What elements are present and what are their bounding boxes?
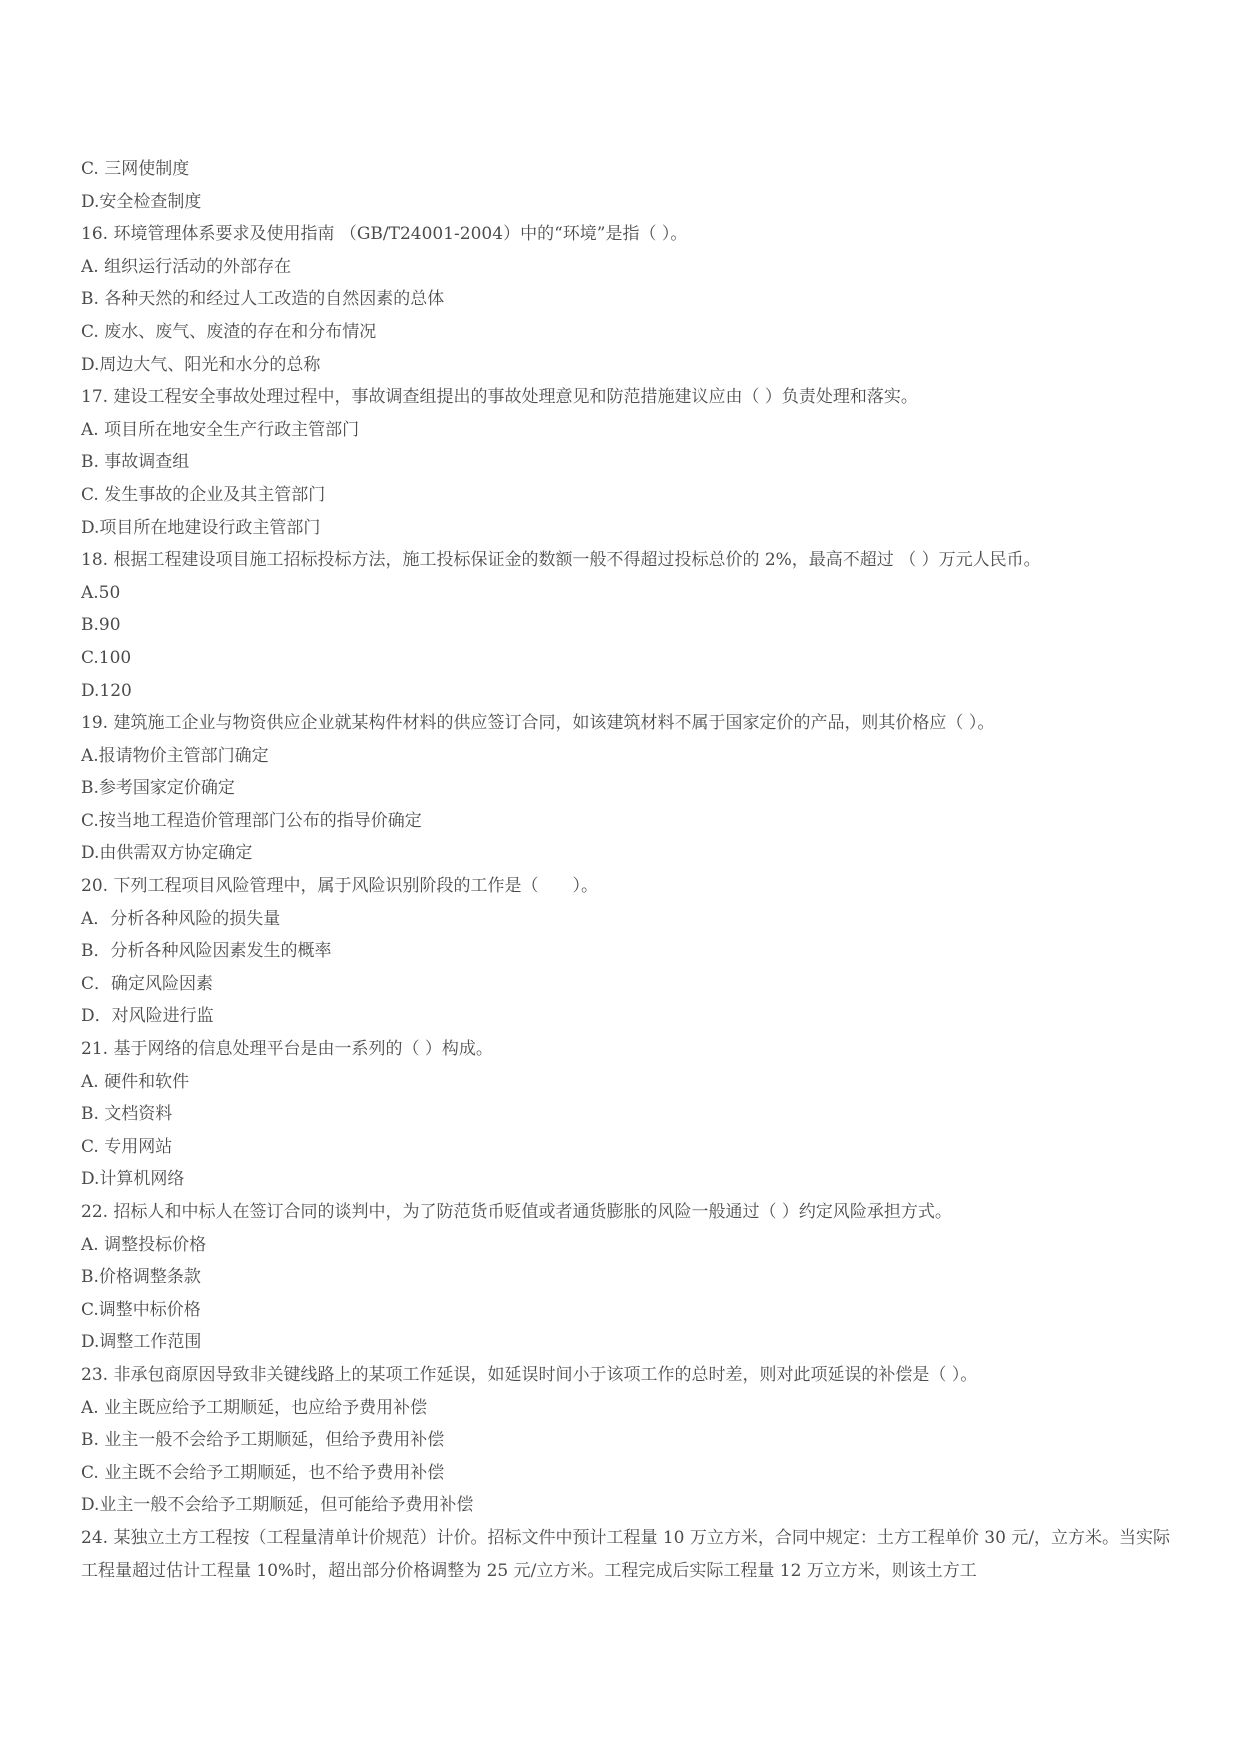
document-content: [81, 153, 1171, 1587]
option-line: C.调整中标价格: [81, 1299, 201, 1320]
question-22: 22. 招标人和中标人在签订合同的谈判中，为了防范货币贬值或者通货膨胀的风险一般通过（ ）约定风险承担方式。: [81, 1202, 952, 1222]
question-23: 23. 非承包商原因导致非关键线路上的某项工作延误，如延误时间小于该项工作的总时差，则对此项延误的补偿是（ ）。: [81, 1364, 978, 1385]
option-line: D.周边大气、阳光和水分的总称: [81, 354, 321, 375]
option-line: A.报请物价主管部门确定: [81, 745, 269, 766]
option-line: C. 专用网站: [81, 1136, 173, 1157]
option-line: C. 业主既不会给予工期顺延，也不给予费用补偿: [81, 1462, 445, 1483]
option-line: B. 业主一般不会给予工期顺延，但给予费用补偿: [81, 1430, 445, 1451]
option-line: B. 事故调查组: [81, 452, 190, 473]
option-line: D.由供需双方协定确定: [81, 843, 253, 864]
option-line: A. 组织运行活动的外部存在: [81, 256, 292, 277]
question-19: 19. 建筑施工企业与物资供应企业就某构件材料的供应签订合同，如该建筑材料不属于国家定价的产品，则其价格应（ ）。: [81, 713, 995, 734]
option-line: C. 废水、废气、废渣的存在和分布情况: [81, 321, 377, 342]
option-line: B. 文档资料: [81, 1104, 173, 1125]
option-line: D.业主一般不会给予工期顺延，但可能给予费用补偿: [81, 1495, 474, 1516]
option-line: B.价格调整条款: [81, 1267, 201, 1288]
option-line: D.120: [81, 680, 132, 701]
option-line: A．分析各种风险的损失量: [81, 908, 281, 929]
option-line: A. 调整投标价格: [81, 1234, 207, 1255]
question-20: 20. 下列工程项目风险管理中，属于风险识别阶段的工作是（ ）。: [81, 876, 598, 897]
option-line: C.100: [81, 647, 132, 668]
option-line: B.参考国家定价确定: [81, 778, 235, 799]
option-line: D.调整工作范围: [81, 1332, 202, 1353]
option-line: A. 硬件和软件: [81, 1071, 190, 1092]
option-line: B. 各种天然的和经过人工改造的自然因素的总体: [81, 289, 445, 310]
text-line: C. 三网使制度: [81, 159, 190, 179]
option-line: B．分析各种风险因素发生的概率: [81, 941, 332, 962]
question-24: 24. 某独立土方工程按（工程量清单计价规范）计价。招标文件中预计工程量 10 万立方米，合同中规定：土方工程单价 30 元/，立方米。当实际工程量超过估计工程量 10%时，超出部分价格调整为 25 元/立方米。工程完成后实际工程量 12 万立方米，则该土方工: [81, 1527, 1171, 1581]
option-line: D.计算机网络: [81, 1169, 185, 1190]
option-line: A.50: [81, 582, 121, 603]
option-line: D．对风险进行监: [81, 1006, 214, 1027]
question-16: 16. 环境管理体系要求及使用指南 （GB/T24001-2004）中的“环境”是指（ ）。: [81, 224, 688, 245]
option-line: B.90: [81, 615, 121, 636]
option-line: A. 业主既应给予工期顺延，也应给予费用补偿: [81, 1397, 428, 1418]
option-line: C.按当地工程造价管理部门公布的指导价确定: [81, 810, 422, 831]
option-line: C．确定风险因素: [81, 973, 214, 994]
option-line: D.项目所在地建设行政主管部门: [81, 517, 321, 538]
option-line: C. 发生事故的企业及其主管部门: [81, 484, 326, 505]
question-17: 17. 建设工程安全事故处理过程中，事故调查组提出的事故处理意见和防范措施建议应由（ ）负责处理和落实。: [81, 387, 918, 408]
question-21: 21. 基于网络的信息处理平台是由一系列的（ ）构成。: [81, 1039, 493, 1060]
option-line: A. 项目所在地安全生产行政主管部门: [81, 419, 360, 440]
question-18: 18. 根据工程建设项目施工招标投标方法，施工投标保证金的数额一般不得超过投标总价的 2%，最高不超过 （ ）万元人民币。: [81, 550, 1041, 571]
text-line: D.安全检查制度: [81, 191, 202, 212]
